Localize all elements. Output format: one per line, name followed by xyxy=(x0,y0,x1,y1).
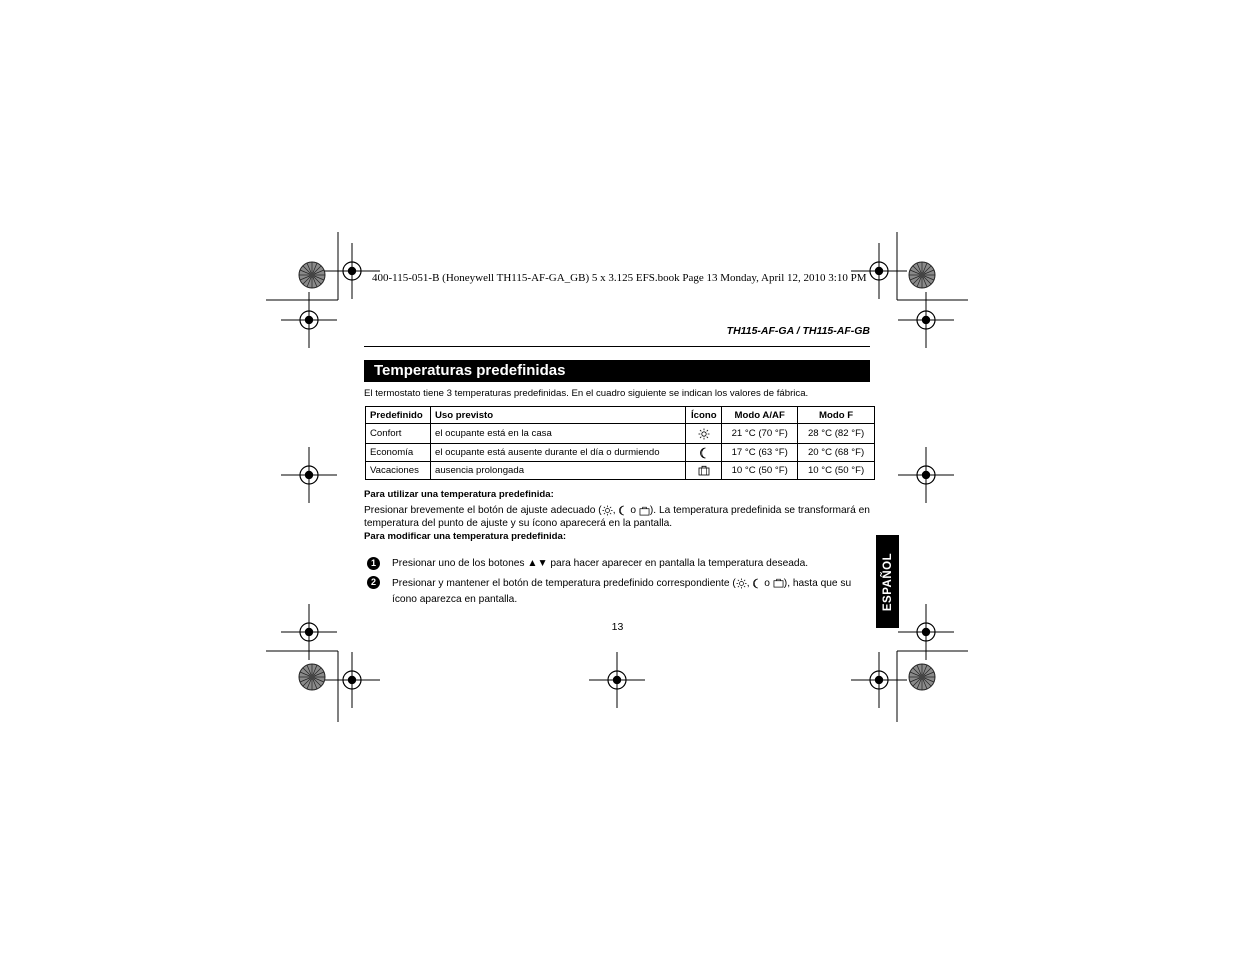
mode-f-value: 10 °C (50 °F) xyxy=(798,462,875,480)
preset-use: el ocupante está ausente durante el día o durmiendo xyxy=(430,444,685,462)
or-text: o xyxy=(764,578,770,589)
use-text: Presionar brevemente el botón de ajuste adecuado ( xyxy=(364,505,602,517)
preset-use: ausencia prolongada xyxy=(430,462,685,480)
step-number-2: 2 xyxy=(367,576,380,589)
language-tab xyxy=(876,535,899,628)
preset-name: Confort xyxy=(366,424,431,444)
step-text: para hacer aparecer en pantalla la temperatura deseada. xyxy=(550,558,809,569)
step-number-1: 1 xyxy=(367,557,380,570)
separator-text: , xyxy=(612,505,616,517)
table-header: Uso previsto xyxy=(430,407,685,424)
modify-heading: Para modificar una temperatura predefinida: xyxy=(364,531,567,542)
up-down-buttons-icon: ▲▼ xyxy=(527,558,548,569)
presets-table xyxy=(365,406,875,480)
mode-a-af-value: 21 °C (70 °F) xyxy=(722,424,798,444)
table-row xyxy=(366,462,875,480)
separator-text: , xyxy=(746,578,750,589)
preset-name: Economía xyxy=(366,444,431,462)
sun-icon xyxy=(698,428,710,440)
suitcase-icon xyxy=(698,465,710,476)
intro-text: El termostato tiene 3 temperaturas predefinidas. En el cuadro siguiente se indican los valores de fábrica. xyxy=(364,388,809,399)
or-text: o xyxy=(630,505,636,517)
moon-icon xyxy=(699,447,709,459)
sun-icon xyxy=(602,505,613,516)
step-text: Presionar uno de los botones xyxy=(392,558,525,569)
table-header: Predefinido xyxy=(366,407,431,424)
step-1-text xyxy=(392,556,864,572)
model-header: TH115-AF-GA / TH115-AF-GB xyxy=(726,325,870,337)
table-header: Modo F xyxy=(798,407,875,424)
sun-icon xyxy=(736,578,747,589)
preset-name: Vacaciones xyxy=(366,462,431,480)
preset-use: el ocupante está en la casa xyxy=(430,424,685,444)
step-2-text xyxy=(392,576,864,608)
step-text: ), hasta que su ícono aparezca en pantalla. xyxy=(392,578,852,605)
mode-f-value: 28 °C (82 °F) xyxy=(798,424,875,444)
file-header: 400-115-051-B (Honeywell TH115-AF-GA_GB) 5 x 3.125 EFS.book Page 13 Monday, April 12, 2010 3:10 PM xyxy=(372,272,867,284)
use-paragraph xyxy=(364,505,870,530)
step-text: Presionar y mantener el botón de temperatura predefinido correspondiente ( xyxy=(392,578,736,589)
table-header: Ícono xyxy=(686,407,722,424)
section-title: Temperaturas predefinidas xyxy=(364,360,870,382)
suitcase-icon xyxy=(639,506,650,516)
table-row xyxy=(366,424,875,444)
mode-f-value: 20 °C (68 °F) xyxy=(798,444,875,462)
page-number: 13 xyxy=(611,621,624,633)
table-header: Modo A/AF xyxy=(722,407,798,424)
moon-icon xyxy=(752,578,761,589)
mode-a-af-value: 10 °C (50 °F) xyxy=(722,462,798,480)
use-text: ). La temperatura predefinida se transformará en temperatura del punto de ajuste y su ícono aparecerá en la pantalla. xyxy=(364,505,870,529)
moon-icon xyxy=(618,505,627,516)
language-tab-label: ESPAÑOL xyxy=(881,552,894,611)
table-row xyxy=(366,444,875,462)
table-header-row xyxy=(366,407,875,424)
use-heading: Para utilizar una temperatura predefinida: xyxy=(364,489,554,500)
mode-a-af-value: 17 °C (63 °F) xyxy=(722,444,798,462)
suitcase-icon xyxy=(773,578,784,588)
header-rule xyxy=(364,346,870,347)
